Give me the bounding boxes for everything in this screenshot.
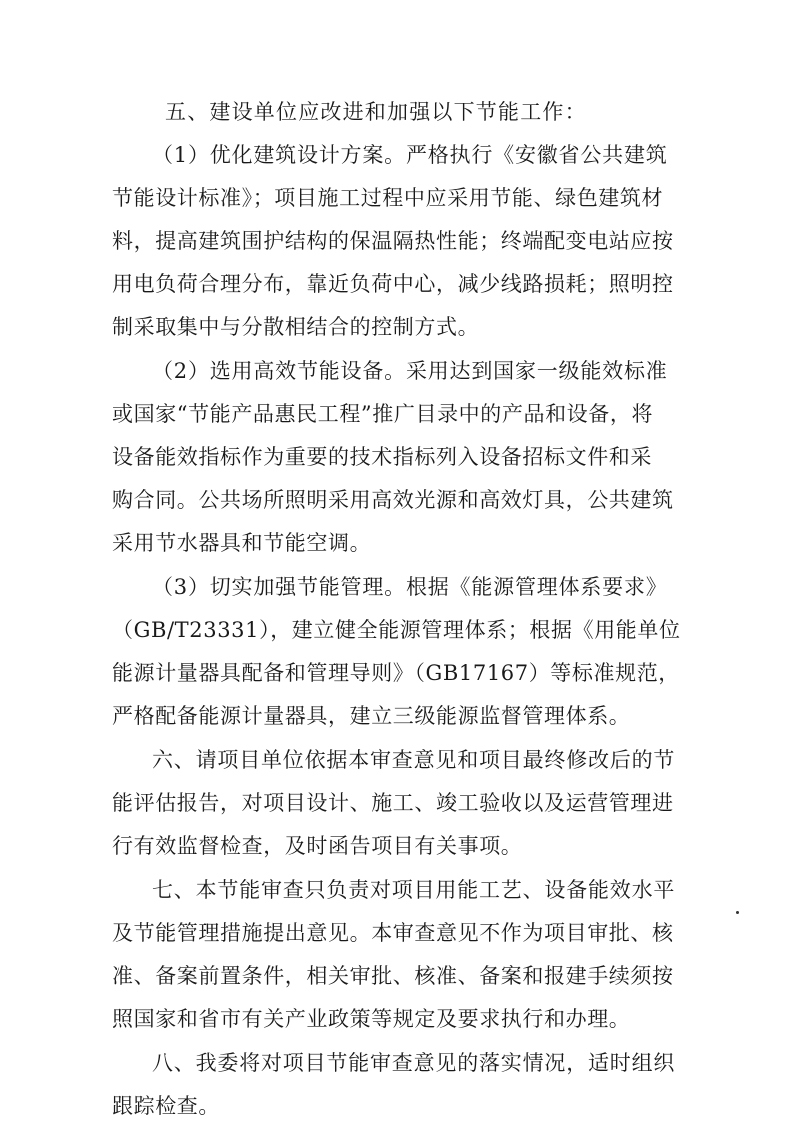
paragraph-line: 行有效监督检查，及时函告项目有关事项。	[112, 834, 523, 858]
section-six-line: 六、请项目单位依据本审查意见和项目最终修改后的节	[152, 748, 676, 772]
paragraph-line: 能源计量器具配备和管理导则》（GB17167）等标准规范，	[112, 661, 680, 685]
paragraph-line: （3）切实加强节能管理。根据《能源管理体系要求》	[152, 575, 668, 599]
paragraph-line: （GB/T23331），建立健全能源管理体系；根据《用能单位	[112, 618, 681, 642]
section-five-heading: 五、建设单位应改进和加强以下节能工作：	[165, 100, 587, 124]
paragraph-line: 照国家和省市有关产业政策等规定及要求执行和办理。	[112, 1007, 631, 1031]
section-seven-line: 七、本节能审查只负责对项目用能工艺、设备能效水平	[152, 878, 676, 902]
paragraph-line: 料，提高建筑围护结构的保温隔热性能；终端配变电站应按	[112, 229, 674, 253]
paragraph-line: 及节能管理措施提出意见。本审查意见不作为项目审批、核	[112, 921, 674, 945]
paragraph-line: （2）选用高效节能设备。采用达到国家一级能效标准	[152, 359, 668, 383]
section-eight-line: 八、我委将对项目节能审查意见的落实情况，适时组织	[152, 1051, 676, 1075]
paragraph-line: （1）优化建筑设计方案。严格执行《安徽省公共建筑	[152, 143, 668, 167]
paragraph-line: 制采取集中与分散相结合的控制方式。	[112, 315, 480, 339]
paragraph-line: 严格配备能源计量器具，建立三级能源监督管理体系。	[112, 704, 631, 728]
paragraph-line: 跟踪检查。	[112, 1094, 220, 1118]
paragraph-line: 用电负荷合理分布，靠近负荷中心，减少线路损耗；照明控	[112, 272, 674, 296]
paragraph-line: 设备能效指标作为重要的技术指标列入设备招标文件和采	[112, 445, 652, 469]
paragraph-line: 准、备案前置条件，相关审批、核准、备案和报建手续须按	[112, 964, 674, 988]
paragraph-line: 或国家“节能产品惠民工程”推广目录中的产品和设备，将	[112, 402, 654, 426]
paragraph-line: 能评估报告，对项目设计、施工、竣工验收以及运营管理进	[112, 791, 674, 815]
paragraph-line: 购合同。公共场所照明采用高效光源和高效灯具，公共建筑	[112, 488, 674, 512]
scan-speck	[736, 911, 739, 914]
paragraph-line: 采用节水器具和节能空调。	[112, 531, 372, 555]
paragraph-line: 节能设计标准》；项目施工过程中应采用节能、绿色建筑材	[112, 186, 664, 210]
